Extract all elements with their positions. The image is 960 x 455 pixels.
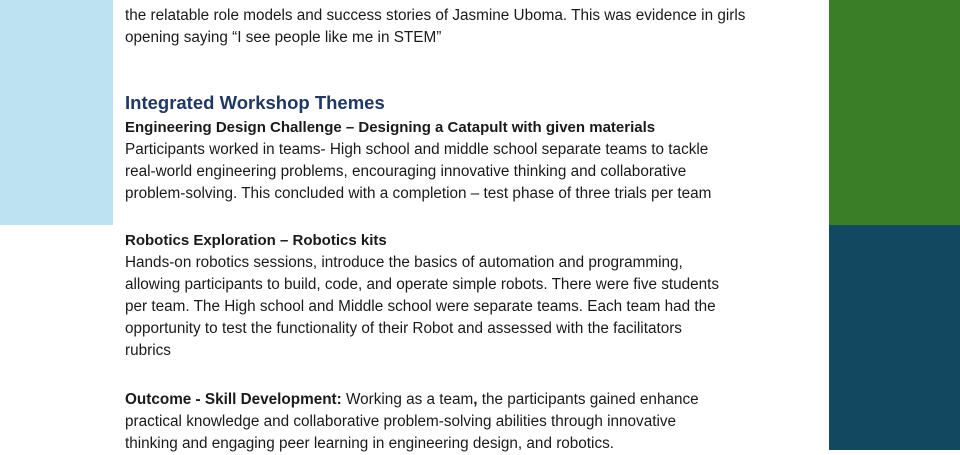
- outcome-first-line: [125, 389, 699, 411]
- robotics-line: Hands-on robotics sessions, introduce the basics of automation and programming,: [125, 254, 683, 271]
- section-heading: Integrated Workshop Themes: [125, 92, 385, 113]
- robotics-line: allowing participants to build, code, and operate simple robots. There were five students: [125, 276, 720, 293]
- right-green-band: [829, 0, 960, 225]
- robotics-line: per team. The High school and Middle school were separate teams. Each team had the: [125, 298, 716, 315]
- outcome-text: the participants gained enhance: [477, 391, 699, 408]
- engineering-line: problem-solving. This concluded with a completion – test phase of three trials per team: [125, 185, 712, 202]
- engineering-line: Participants worked in teams- High school and middle school separate teams to tackle: [125, 141, 709, 158]
- engineering-line: real-world engineering problems, encouraging innovative thinking and collaborative: [125, 163, 687, 180]
- outcome-comma: ,: [473, 391, 478, 408]
- outcome-line: practical knowledge and collaborative problem-solving abilities through innovative: [125, 413, 677, 430]
- intro-line-2: opening saying “I see people like me in STEM”: [125, 29, 442, 46]
- robotics-line: rubrics: [125, 342, 171, 359]
- robotics-line: opportunity to test the functionality of their Robot and assessed with the facilitators: [125, 320, 682, 337]
- outcome-label: Outcome - Skill Development:: [125, 391, 342, 408]
- left-color-band: [0, 0, 113, 225]
- intro-line-1: the relatable role models and success stories of Jasmine Uboma. This was evidence in girls: [125, 7, 746, 24]
- engineering-subheading: Engineering Design Challenge – Designing a Catapult with given materials: [125, 119, 656, 136]
- right-navy-band: [829, 225, 960, 450]
- outcome-line: thinking and engaging peer learning in engineering design, and robotics.: [125, 435, 615, 452]
- outcome-text: Working as a team: [341, 391, 474, 408]
- robotics-subheading: Robotics Exploration – Robotics kits: [125, 232, 387, 249]
